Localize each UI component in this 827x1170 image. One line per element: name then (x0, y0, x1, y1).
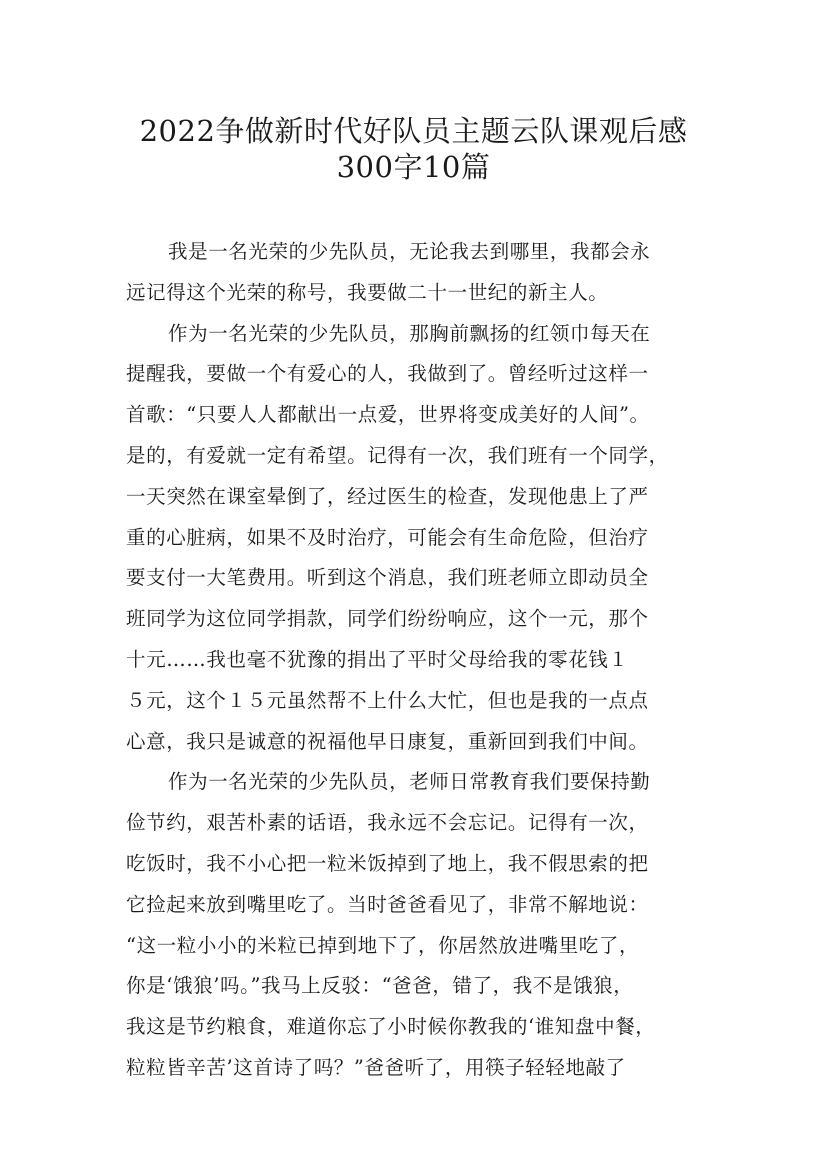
body-line: 心意，我只是诚意的祝福他早日康复，重新回到我们中间。 (126, 729, 649, 753)
body-line: 远记得这个光荣的称号，我要做二十一世纪的新主人。 (126, 280, 609, 304)
body-line: 它捡起来放到嘴里吃了。当时爸爸看见了，非常不解地说： (126, 892, 649, 916)
body-line: 提醒我，要做一个有爱心的人，我做到了。曾经听过这样一 (126, 362, 649, 386)
body-line: 重的心脏病，如果不及时治疗，可能会有生命危险，但治疗 (126, 525, 649, 549)
body-line: 作为一名光荣的少先队员，那胸前飘扬的红领巾每天在 (168, 321, 651, 345)
body-line: 班同学为这位同学捐款，同学们纷纷响应，这个一元，那个 (126, 607, 649, 631)
body-line: 首歌：“只要人人都献出一点爱，世界将变成美好的人间”。 (126, 403, 650, 427)
body-line: 要支付一大笔费用。听到这个消息，我们班老师立即动员全 (126, 566, 649, 590)
body-line: 我这是节约粮食，难道你忘了小时候你教我的‘谁知盘中餐， (126, 1015, 656, 1039)
body-line: 是的，有爱就一定有希望。记得有一次，我们班有一个同学， (126, 443, 669, 467)
body-line: ５元，这个１５元虽然帮不上什么大忙，但也是我的一点点 (126, 688, 649, 712)
body-line: 我是一名光荣的少先队员，无论我去到哪里，我都会永 (168, 240, 651, 263)
body-line: 粒粒皆辛苦’这首诗了吗？”爸爸听了，用筷子轻轻地敲了 (126, 1055, 626, 1079)
body-line: “这一粒小小的米粒已掉到地下了，你居然放进嘴里吃了， (126, 933, 640, 957)
body-line: 吃饭时，我不小心把一粒米饭掉到了地上，我不假思索的把 (126, 851, 649, 875)
document-title-line-1: 2022争做新时代好队员主题云队课观后感 (139, 114, 688, 148)
body-line: 十元……我也毫不犹豫的捐出了平时父母给我的零花钱１ (126, 647, 629, 671)
body-line: 一天突然在课室晕倒了，经过医生的检查，发现他患上了严 (126, 484, 649, 508)
body-line: 作为一名光荣的少先队员，老师日常教育我们要保持勤 (168, 770, 651, 794)
body-line: 你是‘饿狼’吗。”我马上反驳：“爸爸，错了，我不是饿狼， (126, 974, 634, 998)
document-body (126, 232, 714, 1089)
document-title-line-2: 300字10篇 (336, 150, 491, 184)
body-line: 俭节约，艰苦朴素的话语，我永远不会忘记。记得有一次， (126, 811, 649, 835)
